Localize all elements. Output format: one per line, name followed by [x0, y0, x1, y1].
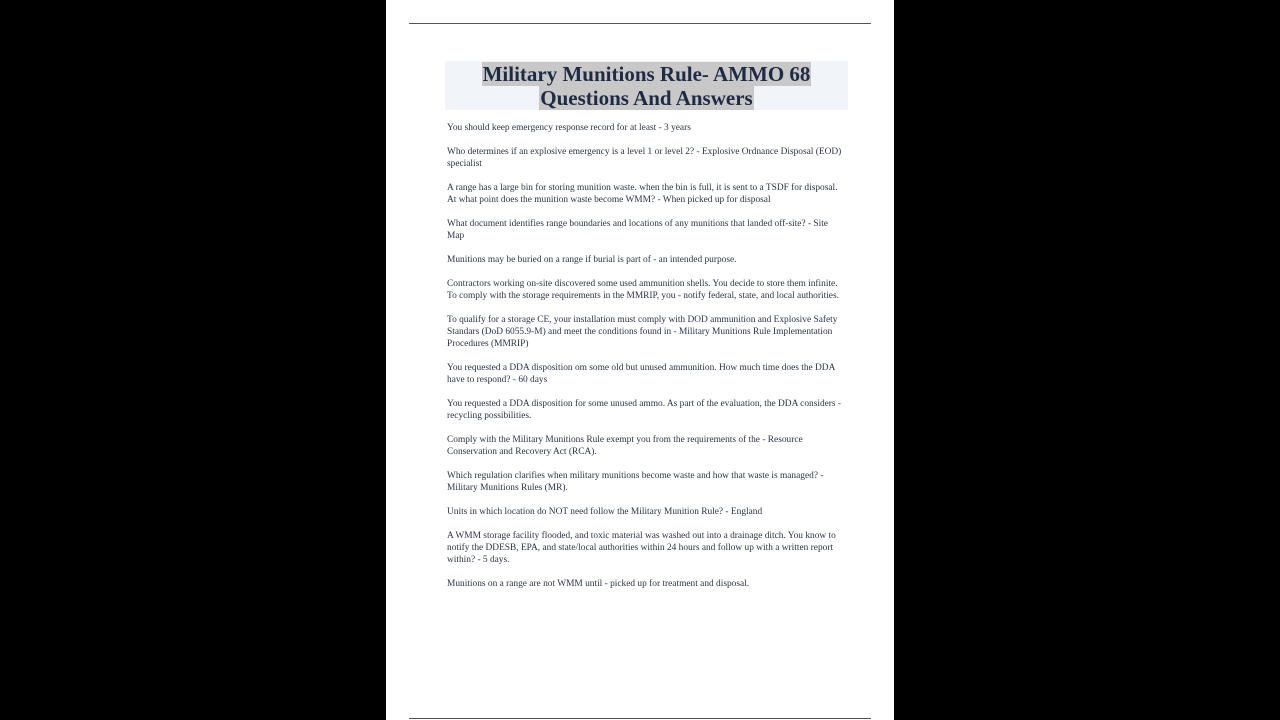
qa-item: Comply with the Military Munitions Rule exempt you from the requirements of the - Resource Conservation and Recovery Act (RCA).	[447, 435, 803, 457]
top-rule	[409, 23, 871, 24]
qa-item: Contractors working on-site discovered some used ammunition shells. You decide to store them infinite. To comply with the storage requirements in the MMRIP, you - notify federal, state, and local authorities.	[447, 279, 839, 301]
qa-item: You requested a DDA disposition for some unused ammo. As part of the evaluation, the DDA considers - recycling possibilities.	[447, 399, 842, 421]
qa-item: Munitions on a range are not WMM until - picked up for treatment and disposal.	[447, 579, 750, 589]
qa-item: Units in which location do NOT need follow the Military Munition Rule? - England	[447, 507, 763, 517]
qa-item: Munitions may be buried on a range if burial is part of - an intended purpose.	[447, 255, 737, 265]
title-box	[445, 61, 848, 110]
title-line-1: Military Munitions Rule- AMMO 68	[482, 62, 811, 86]
title-line-2: Questions And Answers	[540, 86, 753, 110]
document-title	[445, 61, 848, 110]
qa-item: What document identifies range boundaries and locations of any munitions that landed off-site? - Site Map	[447, 219, 828, 241]
qa-item: Which regulation clarifies when military munitions become waste and how that waste is managed? - Military Munitions Rules (MR).	[447, 471, 824, 493]
bottom-rule	[409, 718, 871, 719]
qa-item: A range has a large bin for storing munition waste. when the bin is full, it is sent to a TSDF for disposal. At what point does the munition waste become WMM? - When picked up for disposal	[447, 183, 838, 205]
qa-item: Who determines if an explosive emergency is a level 1 or level 2? - Explosive Ordnance Disposal (EOD) specialist	[447, 147, 842, 169]
qa-item: You should keep emergency response record for at least - 3 years	[447, 123, 691, 133]
qa-item: A WMM storage facility flooded, and toxic material was washed out into a drainage ditch. You know to notify the DDESB, EPA, and state/local authorities within 24 hours and follow up with a written report within? - 5 days.	[447, 531, 836, 565]
qa-list	[447, 122, 847, 602]
qa-item: To qualify for a storage CE, your installation must comply with DOD ammunition and Explosive Safety Standars (DoD 6055.9-M) and meet the conditions found in - Military Munitions Rule Implementation Procedures (MMRIP)	[447, 315, 838, 349]
document-page	[386, 0, 894, 720]
qa-item: You requested a DDA disposition om some old but unused ammunition. How much time does the DDA have to respond? - 60 days	[447, 363, 835, 385]
